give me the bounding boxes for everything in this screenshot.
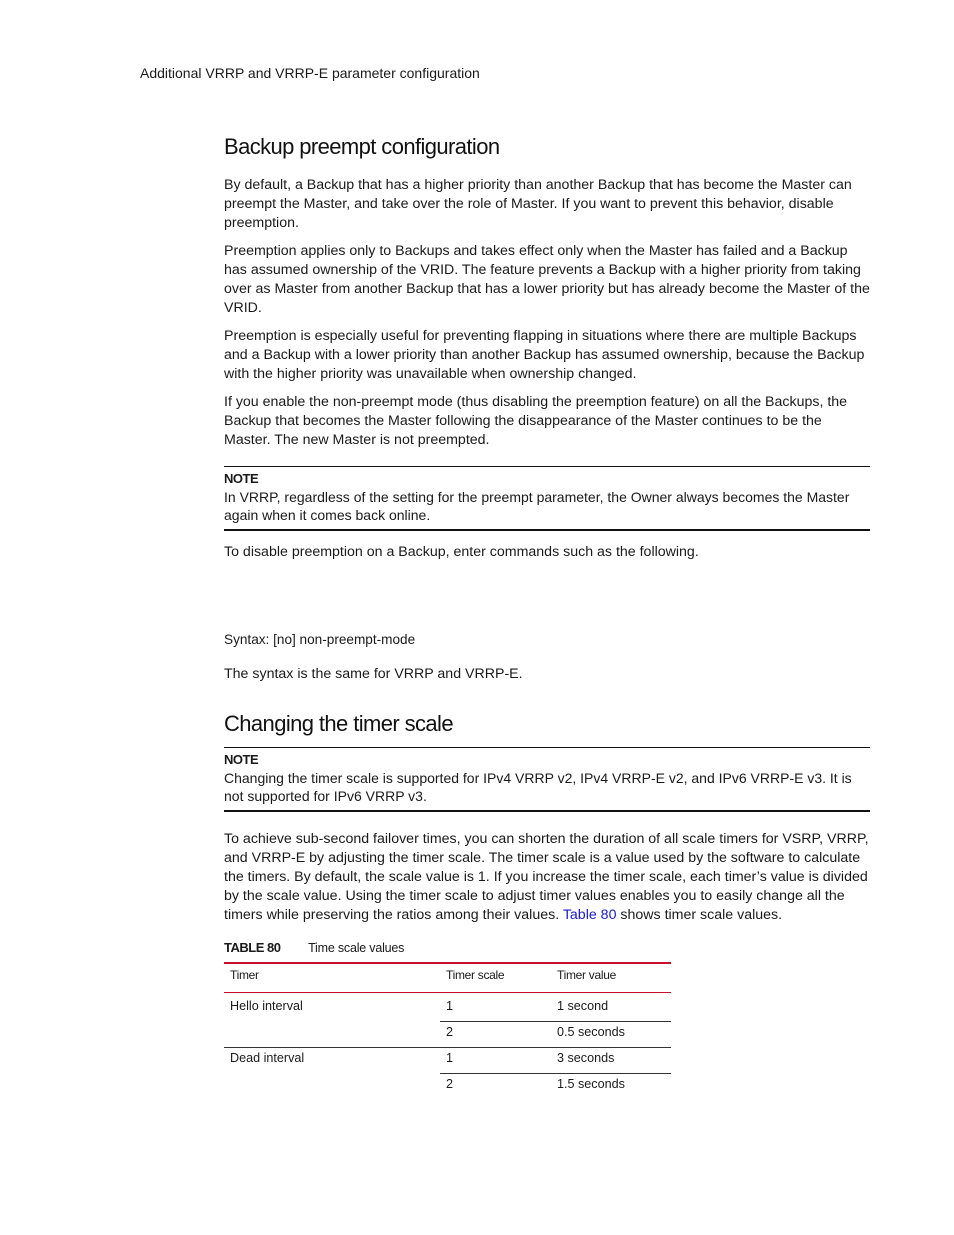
table-cell-scale: 1 [440,993,551,1022]
paragraph: Preemption applies only to Backups and takes effect only when the Master has failed and a Backup has assumed ownership of the VRID. The feature prevents a Backup with a higher priority from taking over as Master from another Backup that has a lower priority but has already become the Master of the VRID. [224,243,870,316]
running-header: Additional VRRP and VRRP-E parameter configuration [140,65,480,81]
table-cell-timer: Hello interval [230,999,303,1013]
table-row [224,1022,671,1048]
note-text: In VRRP, regardless of the setting for the preempt parameter, the Owner always becomes the Master again when it comes back online. [224,489,850,523]
table-caption [224,939,870,957]
table-cell-timer [224,1022,440,1048]
table-cell-scale: 2 [446,1077,454,1091]
table-cell-scale: 2 [440,1022,551,1048]
table-cell-timer: Dead interval [230,1051,305,1065]
note-box-timer [224,747,870,812]
table-cell-scale: 1 [440,1048,551,1074]
body-text: To achieve sub-second failover times, you can shorten the duration of all scale timers for VSRP, VRRP, and VRRP-E by adjusting the timer scale. The timer scale is a value used by the software to calculate the timers. By default, the scale value is 1. If you increase the timer scale, each timer’s value is divided by the scale value. Using the timer scale to adjust timer values enables you to easily change all the timers while preserving the ratios among their values. [224,831,869,923]
paragraph: To disable preemption on a Backup, enter commands such as the following. [224,544,699,560]
table-header-row [224,963,671,993]
note-label: NOTE [224,752,259,767]
column-header-timer-scale: Timer scale [440,963,551,993]
table-cell-value: 3 seconds [551,1048,671,1074]
table-number: TABLE 80 [224,940,281,955]
table-row [224,993,671,1022]
paragraph: The syntax is the same for VRRP and VRRP-E. [224,666,523,682]
table-title: Time scale values [308,941,405,955]
table-cell-value: 1.5 seconds [557,1077,625,1091]
body-text: shows timer scale values. [616,907,783,923]
table-cell-timer [224,1074,440,1100]
timer-scale-table [224,962,671,1099]
column-header-timer: Timer [224,963,440,993]
page-content [224,132,870,1099]
column-header-timer-value: Timer value [551,963,671,993]
note-label: NOTE [224,471,259,486]
note-text: Changing the timer scale is supported for IPv4 VRRP v2, IPv4 VRRP-E v2, and IPv6 VRRP-E v3. It is not supported for IPv6 VRRP v3. [224,770,852,804]
syntax-line: Syntax: [no] non-preempt-mode [224,632,416,647]
section-title-backup-preempt: Backup preempt configuration [224,134,500,159]
table-cell-value: 1 second [551,993,671,1022]
paragraph: Preemption is especially useful for preventing flapping in situations where there are multiple Backups and a Backup with a lower priority than another Backup has assumed ownership, because the Backup with the higher priority was unavailable when ownership changed. [224,328,865,382]
section-title-timer-scale: Changing the timer scale [224,711,453,736]
table-cell-value: 0.5 seconds [551,1022,671,1048]
note-box-preempt [224,466,870,531]
table-row [224,1074,671,1100]
table-80-link[interactable]: Table 80 [562,907,617,923]
paragraph [224,830,870,925]
table-row [224,1048,671,1074]
paragraph: If you enable the non-preempt mode (thus disabling the preemption feature) on all the Backups, the Backup that becomes the Master following the disappearance of the Master continues to be the Master. The new Master is not preempted. [224,394,848,448]
paragraph: By default, a Backup that has a higher priority than another Backup that has become the Master can preempt the Master, and take over the role of Master. If you want to prevent this behavior, disable preemption. [224,177,852,231]
